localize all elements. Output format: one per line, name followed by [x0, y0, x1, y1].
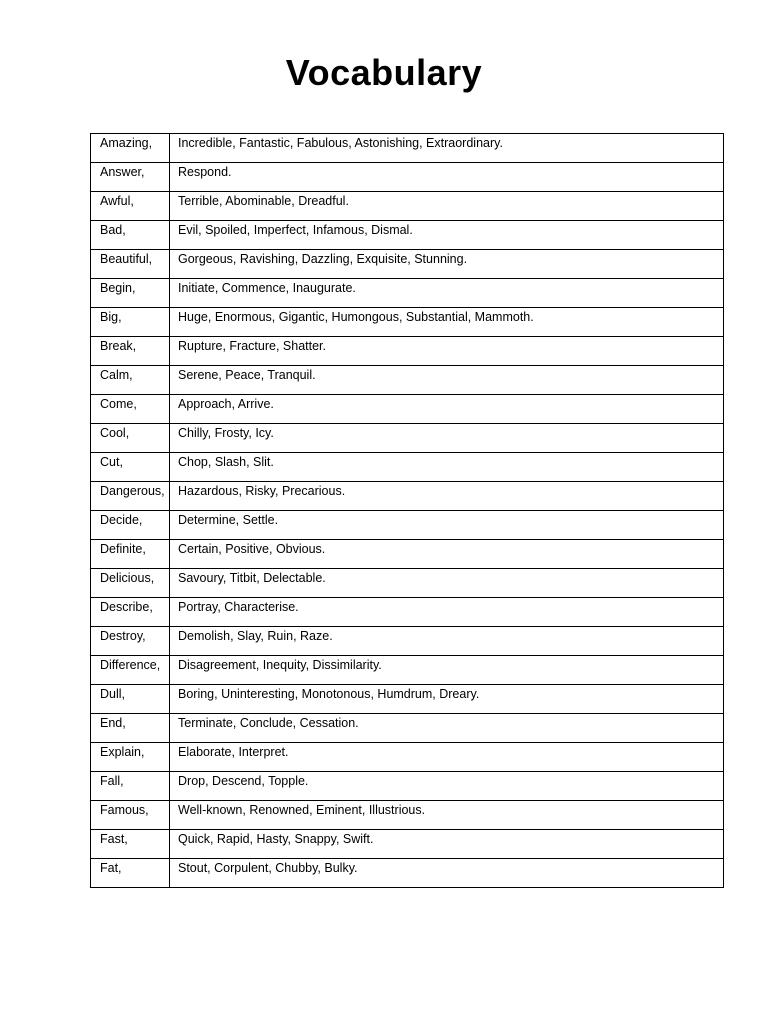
word-cell: Describe, — [91, 598, 170, 627]
page-title: Vocabulary — [285, 52, 483, 93]
table-row — [91, 685, 724, 714]
synonyms-cell: Terminate, Conclude, Cessation. — [170, 714, 724, 743]
table-row — [91, 830, 724, 859]
table-row — [91, 395, 724, 424]
word-cell: Delicious, — [91, 569, 170, 598]
word-cell: Big, — [91, 308, 170, 337]
word-cell: Break, — [91, 337, 170, 366]
word-cell: Amazing, — [91, 134, 170, 163]
table-row — [91, 308, 724, 337]
synonyms-cell: Serene, Peace, Tranquil. — [170, 366, 724, 395]
synonyms-cell: Rupture, Fracture, Shatter. — [170, 337, 724, 366]
synonyms-cell: Stout, Corpulent, Chubby, Bulky. — [170, 859, 724, 888]
table-row — [91, 221, 724, 250]
synonyms-cell: Approach, Arrive. — [170, 395, 724, 424]
table-row — [91, 424, 724, 453]
word-cell: Beautiful, — [91, 250, 170, 279]
word-cell: Bad, — [91, 221, 170, 250]
synonyms-cell: Gorgeous, Ravishing, Dazzling, Exquisite, Stunning. — [170, 250, 724, 279]
table-row — [91, 772, 724, 801]
synonyms-cell: Elaborate, Interpret. — [170, 743, 724, 772]
word-cell: Cool, — [91, 424, 170, 453]
synonyms-cell: Determine, Settle. — [170, 511, 724, 540]
synonyms-cell: Chop, Slash, Slit. — [170, 453, 724, 482]
synonyms-cell: Chilly, Frosty, Icy. — [170, 424, 724, 453]
word-cell: Destroy, — [91, 627, 170, 656]
word-cell: Dangerous, — [91, 482, 170, 511]
word-cell: Fall, — [91, 772, 170, 801]
word-cell: Dull, — [91, 685, 170, 714]
word-cell: Definite, — [91, 540, 170, 569]
table-row — [91, 598, 724, 627]
word-cell: Famous, — [91, 801, 170, 830]
table-row — [91, 540, 724, 569]
table-row — [91, 801, 724, 830]
synonyms-cell: Quick, Rapid, Hasty, Snappy, Swift. — [170, 830, 724, 859]
table-row — [91, 627, 724, 656]
synonyms-cell: Huge, Enormous, Gigantic, Humongous, Substantial, Mammoth. — [170, 308, 724, 337]
table-row — [91, 453, 724, 482]
synonyms-cell: Evil, Spoiled, Imperfect, Infamous, Dismal. — [170, 221, 724, 250]
word-cell: Awful, — [91, 192, 170, 221]
synonyms-cell: Respond. — [170, 163, 724, 192]
synonyms-cell: Initiate, Commence, Inaugurate. — [170, 279, 724, 308]
word-cell: Fat, — [91, 859, 170, 888]
table-row — [91, 511, 724, 540]
vocabulary-table — [90, 133, 724, 888]
word-cell: End, — [91, 714, 170, 743]
table-row — [91, 134, 724, 163]
word-cell: Begin, — [91, 279, 170, 308]
synonyms-cell: Drop, Descend, Topple. — [170, 772, 724, 801]
table-row — [91, 192, 724, 221]
synonyms-cell: Savoury, Titbit, Delectable. — [170, 569, 724, 598]
synonyms-cell: Well-known, Renowned, Eminent, Illustrious. — [170, 801, 724, 830]
synonyms-cell: Demolish, Slay, Ruin, Raze. — [170, 627, 724, 656]
synonyms-cell: Disagreement, Inequity, Dissimilarity. — [170, 656, 724, 685]
word-cell: Explain, — [91, 743, 170, 772]
word-cell: Fast, — [91, 830, 170, 859]
word-cell: Calm, — [91, 366, 170, 395]
synonyms-cell: Incredible, Fantastic, Fabulous, Astonishing, Extraordinary. — [170, 134, 724, 163]
table-row — [91, 337, 724, 366]
table-row — [91, 163, 724, 192]
word-cell: Come, — [91, 395, 170, 424]
synonyms-cell: Terrible, Abominable, Dreadful. — [170, 192, 724, 221]
table-row — [91, 859, 724, 888]
table-row — [91, 656, 724, 685]
word-cell: Cut, — [91, 453, 170, 482]
table-row — [91, 482, 724, 511]
synonyms-cell: Hazardous, Risky, Precarious. — [170, 482, 724, 511]
table-row — [91, 279, 724, 308]
word-cell: Difference, — [91, 656, 170, 685]
table-row — [91, 366, 724, 395]
vocabulary-table-body — [91, 134, 724, 888]
synonyms-cell: Portray, Characterise. — [170, 598, 724, 627]
synonyms-cell: Certain, Positive, Obvious. — [170, 540, 724, 569]
word-cell: Decide, — [91, 511, 170, 540]
synonyms-cell: Boring, Uninteresting, Monotonous, Humdrum, Dreary. — [170, 685, 724, 714]
table-row — [91, 250, 724, 279]
word-cell: Answer, — [91, 163, 170, 192]
table-row — [91, 743, 724, 772]
table-row — [91, 714, 724, 743]
table-row — [91, 569, 724, 598]
